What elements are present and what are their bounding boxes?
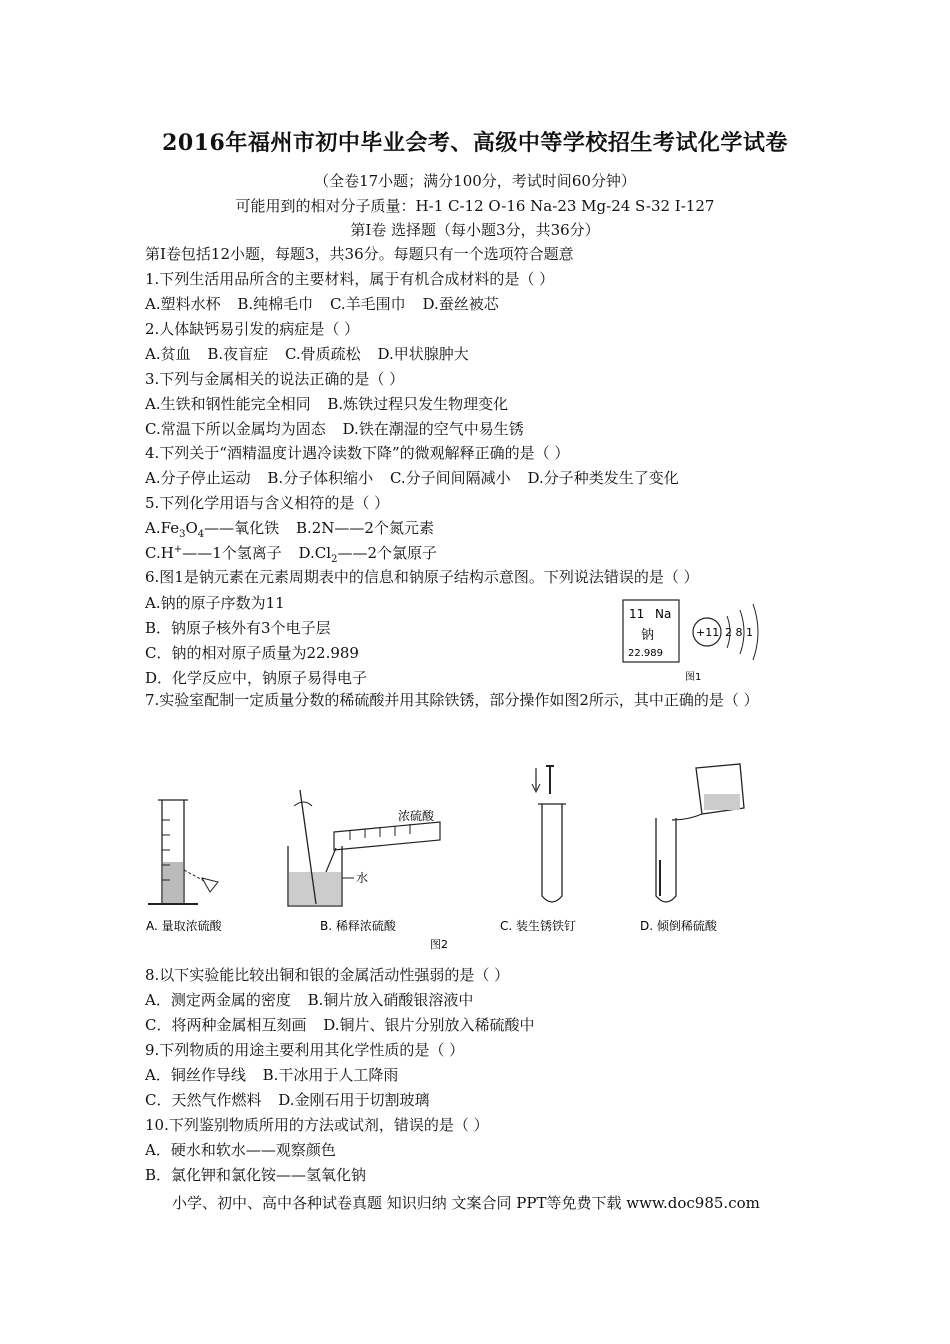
q9-option-a: A．铜丝作导线 [145, 1066, 246, 1084]
q8-stem: 8.以下实验能比较出铜和银的金属活动性强弱的是（ ） [145, 966, 510, 984]
figure-b-acid-label: 浓硫酸 [398, 809, 435, 823]
q10-stem: 10.下列鉴别物质所用的方法或试剂，错误的是（ ） [145, 1116, 489, 1134]
section-instruction: 第Ⅰ卷包括12小题，每题3，共36分。每题只有一个选项符合题意 [145, 245, 574, 263]
q9-option-c: C．天然气作燃料 [145, 1091, 262, 1109]
q4-options [145, 467, 679, 488]
q5-options-cd [145, 542, 437, 565]
q3-options-cd [145, 418, 524, 439]
q9-option-d: D.金刚石用于切割玻璃 [278, 1091, 430, 1109]
q8-option-a: A．测定两金属的密度 [145, 991, 291, 1009]
q5-option-b: B.2N——2个氮元素 [295, 519, 434, 537]
figure-c-test-tube [532, 766, 566, 902]
q9-stem: 9.下列物质的用途主要利用其化学性质的是（ ） [145, 1041, 465, 1059]
q1-option-c: C.羊毛围巾 [329, 295, 406, 313]
figure-1-sodium [615, 596, 775, 686]
nucleus-charge: +11 [696, 626, 720, 639]
q8-option-b: B.铜片放入硝酸银溶液中 [307, 991, 474, 1009]
q5-stem: 5.下列化学用语与含义相符的是（ ） [145, 494, 390, 512]
figure-b-water-label: 水 [356, 871, 369, 885]
sodium-name: 钠 [641, 628, 655, 643]
q1-option-d: D.蚕丝被芯 [422, 295, 499, 313]
figure-a-graduated-cylinder [148, 800, 218, 904]
q3-option-c: C.常温下所以金属均为固态 [145, 420, 326, 438]
q3-option-d: D.铁在潮湿的空气中易生锈 [342, 420, 524, 438]
electron-configuration: 2 8 1 [725, 626, 753, 639]
q4-option-b: B.分子体积缩小 [267, 469, 374, 487]
q1-stem: 1.下列生活用品所含的主要材料，属于有机合成材料的是（ ） [145, 270, 555, 288]
q5-option-c: C.H+——1个氢离子 [145, 544, 282, 562]
q6-option-d: D．化学反应中，钠原子易得电子 [145, 669, 368, 687]
q2-stem: 2.人体缺钙易引发的病症是（ ） [145, 320, 360, 338]
figure-b-label: B. 稀释浓硫酸 [320, 919, 396, 933]
sodium-atomic-mass: 22.989 [628, 648, 663, 659]
figure-a-label: A. 量取浓硫酸 [146, 919, 222, 933]
q2-option-a: A.贫血 [145, 345, 191, 363]
q3-option-a: A.生铁和钢性能完全相同 [145, 395, 311, 413]
q5-options-ab [145, 517, 434, 540]
q8-options-cd [145, 1014, 535, 1035]
q2-option-c: C.骨质疏松 [284, 345, 361, 363]
q2-options [145, 343, 469, 364]
q4-option-c: C.分子间间隔减小 [389, 469, 511, 487]
q4-stem: 4.下列关于“酒精温度计遇冷读数下降”的微观解释正确的是（ ） [145, 444, 570, 462]
q3-options-ab [145, 393, 508, 414]
q3-option-b: B.炼铁过程只发生物理变化 [327, 395, 509, 413]
sodium-atomic-number: 11 [629, 607, 645, 621]
q8-option-d: D.铜片、银片分别放入稀硫酸中 [323, 1016, 535, 1034]
q1-option-a: A.塑料水杯 [145, 295, 221, 313]
figure-c-label: C. 装生锈铁钉 [500, 919, 577, 933]
q8-options-ab [145, 989, 473, 1010]
figure-d-pouring [656, 764, 744, 902]
section-title: 第Ⅰ卷 选择题（每小题3分，共36分） [350, 221, 600, 239]
q9-option-b: B.干冰用于人工降雨 [262, 1066, 399, 1084]
electron-shell-3 [753, 604, 758, 660]
q1-option-b: B.纯棉毛巾 [237, 295, 314, 313]
sodium-symbol: Na [655, 607, 672, 621]
figure-b-dilution [288, 790, 440, 906]
q8-option-c: C．将两种金属相互刻画 [145, 1016, 307, 1034]
exam-title: 2016年福州市初中毕业会考、高级中等学校招生考试化学试卷 [162, 130, 788, 156]
q4-option-d: D.分子种类发生了变化 [527, 469, 679, 487]
q2-option-d: D.甲状腺肿大 [377, 345, 469, 363]
q2-option-b: B.夜盲症 [207, 345, 269, 363]
q5-option-d: $D.Cl_2——2$个氯原子 [298, 544, 437, 565]
figure-1-caption: 图1 [685, 672, 702, 683]
q5-option-a: $A.Fe_3O_4——$氧化铁 [145, 519, 280, 540]
q6-stem: 6.图1是钠元素在元素周期表中的信息和钠原子结构示意图。下列说法错误的是（ ） [145, 568, 699, 586]
figure-2-operations [140, 760, 760, 952]
atomic-mass-line: 可能用到的相对分子质量：H-1 C-12 O-16 Na-23 Mg-24 S-32 I-127 [235, 197, 715, 215]
q10-option-a: A．硬水和软水——观察颜色 [145, 1141, 336, 1159]
page-footer: 小学、初中、高中各种试卷真题 知识归纳 文案合同 PPT等免费下载 www.doc985.com [172, 1194, 760, 1212]
q6-option-a: A.钠的原子序数为11 [145, 594, 285, 612]
exam-subtitle: （全卷17小题；满分100分，考试时间60分钟） [314, 172, 636, 190]
q9-options-cd [145, 1089, 430, 1110]
q6-option-b: B．钠原子核外有3个电子层 [145, 619, 331, 637]
q7-stem: 7.实验室配制一定质量分数的稀硫酸并用其除铁锈，部分操作如图2所示，其中正确的是（ ） [145, 691, 759, 709]
figure-2-caption: 图2 [430, 938, 448, 951]
q9-options-ab [145, 1064, 398, 1085]
figure-d-label: D. 倾倒稀硫酸 [640, 919, 717, 933]
q10-option-b: B．氯化钾和氯化铵——氢氧化钠 [145, 1166, 367, 1184]
q4-option-a: A.分子停止运动 [145, 469, 251, 487]
q1-options [145, 293, 499, 314]
q3-stem: 3.下列与金属相关的说法正确的是（ ） [145, 370, 405, 388]
q6-option-c: C．钠的相对原子质量为22.989 [145, 644, 359, 662]
